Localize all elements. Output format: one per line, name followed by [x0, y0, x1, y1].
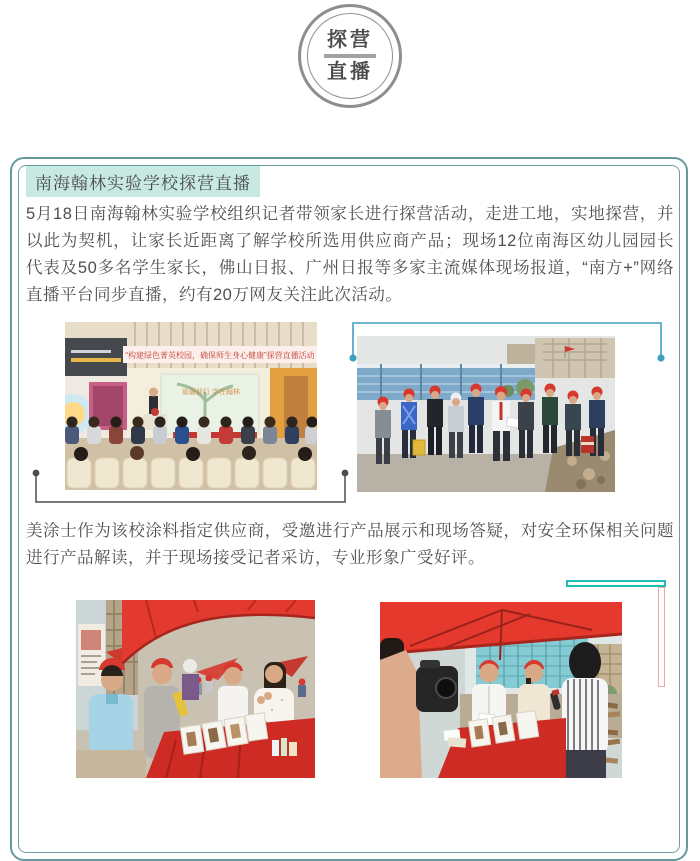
decor-teal-bar	[566, 580, 666, 587]
paragraph-2: 美涂士作为该校涂料指定供应商，受邀进行产品展示和现场答疑，对安全环保相关问题进行产品解读，并于现场接受记者采访，专业形象广受好评。	[26, 522, 674, 567]
photo-conference[interactable]	[65, 322, 317, 490]
site-walk-photo-graphic	[357, 336, 615, 492]
badge-text-top: 探营	[327, 29, 373, 51]
photo-site-walk[interactable]	[357, 336, 615, 492]
badge-text-bottom: 直播	[327, 61, 373, 83]
paragraph-1: 5月18日南海翰林实验学校组织记者带领家长进行探营活动，走进工地，实地探营，并以此为契机，让家长近距离了解学校所选用供应商产品；现场12位南海区幼儿园园长代表及50多名学生家长，佛山日报、广州日报等多家主流媒体现场报道，“南方+”网络直播平台同步直播，约有20万网友关注此次活动。	[26, 205, 674, 304]
video-camera	[416, 660, 458, 712]
conference-photo-graphic	[65, 322, 317, 490]
photo-bracket-bottom-left	[29, 468, 352, 508]
interview-photo-graphic	[380, 602, 622, 778]
live-badge-inner-ring	[307, 13, 393, 99]
live-badge	[298, 4, 402, 108]
photo-booth-display[interactable]	[76, 600, 315, 778]
photo-interview[interactable]	[380, 602, 622, 778]
decor-pink-bar	[658, 587, 665, 687]
badge-divider	[324, 54, 376, 58]
conference-banner-text: “构建绿色菁英校园，确保师生身心健康”探营直播活动	[125, 351, 315, 360]
screen-slogan-text: 砥砺前行 学在翰林	[182, 389, 240, 396]
article-title: 南海翰林实验学校探营直播	[26, 166, 260, 197]
booth-photo-graphic	[76, 600, 315, 778]
